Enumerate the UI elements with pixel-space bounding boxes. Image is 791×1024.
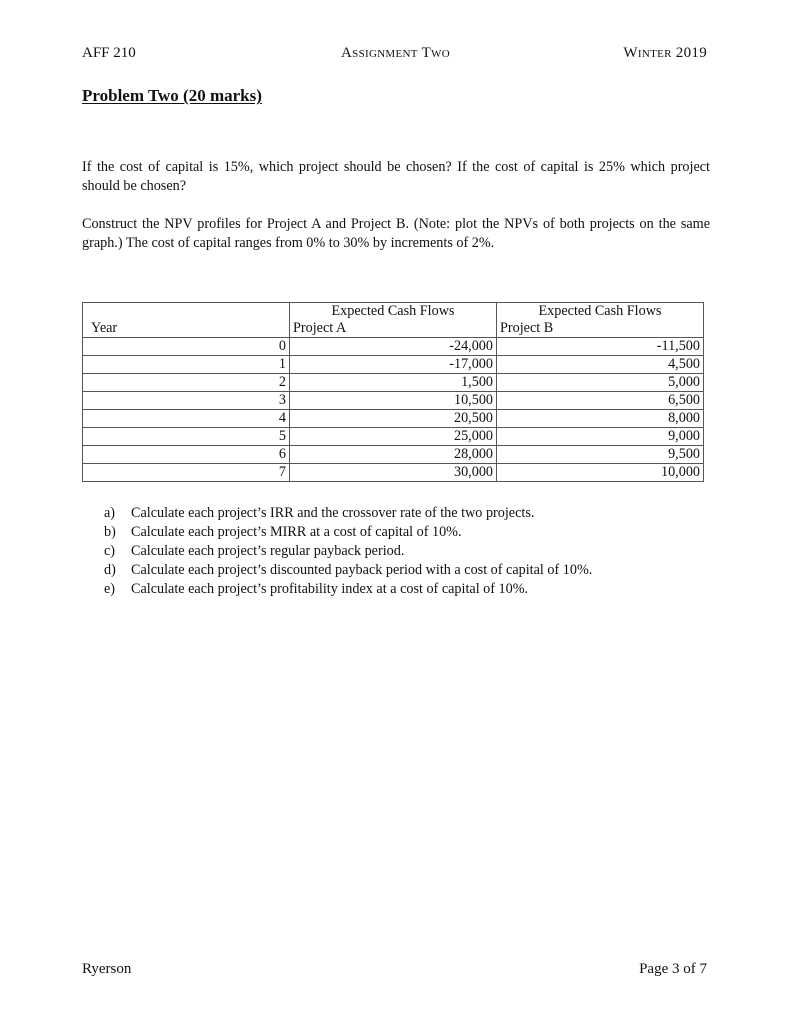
term: Winter 2019 (623, 45, 707, 61)
table-row (83, 410, 704, 428)
cell-project-a: -17,000 (290, 356, 497, 374)
table-column-header-row (83, 320, 704, 338)
cell-year: 1 (83, 356, 290, 374)
question-text: Calculate each project’s discounted payback period with a cost of capital of 10%. (131, 562, 593, 578)
table-row (83, 392, 704, 410)
paragraph-cost-of-capital: If the cost of capital is 15%, which project should be chosen? If the cost of capital is 25% which project should be chosen? (82, 159, 710, 194)
cell-year: 3 (83, 392, 290, 410)
footer-institution: Ryerson (82, 961, 132, 977)
question-label: e) (104, 581, 116, 597)
paragraph-npv-profiles: Construct the NPV profiles for Project A and Project B. (Note: plot the NPVs of both projects on the same graph.) The cost of capital ranges from 0% to 30% by increments of 2%. (82, 216, 710, 251)
cell-project-b: 4,500 (497, 356, 704, 374)
table-row (83, 464, 704, 482)
cell-project-a: 25,000 (290, 428, 497, 446)
list-item (104, 504, 592, 523)
cell-year: 6 (83, 446, 290, 464)
cell-project-a: -24,000 (290, 338, 497, 356)
table-row (83, 338, 704, 356)
question-text: Calculate each project’s regular payback period. (131, 543, 405, 559)
cell-project-a: 28,000 (290, 446, 497, 464)
cell-project-a: 1,500 (290, 374, 497, 392)
cell-project-b: 10,000 (497, 464, 704, 482)
cell-project-b: 9,500 (497, 446, 704, 464)
cell-project-b: -11,500 (497, 338, 704, 356)
table-row (83, 374, 704, 392)
cell-project-b: 8,000 (497, 410, 704, 428)
question-label: d) (104, 562, 116, 578)
cell-year: 2 (83, 374, 290, 392)
col-header-year: Year (83, 320, 290, 338)
problem-title: Problem Two (20 marks) (82, 86, 262, 105)
list-item (104, 580, 592, 599)
course-code: AFF 210 (82, 45, 136, 61)
list-item (104, 542, 592, 561)
assignment-name: Assignment Two (341, 45, 450, 61)
cell-year: 7 (83, 464, 290, 482)
group-header-project-b: Expected Cash Flows (497, 303, 704, 321)
question-list (104, 504, 592, 599)
cash-flow-table (82, 302, 704, 482)
table-row (83, 356, 704, 374)
question-label: b) (104, 524, 116, 540)
cell-project-a: 20,500 (290, 410, 497, 428)
cell-project-b: 9,000 (497, 428, 704, 446)
footer-page-number: Page 3 of 7 (639, 961, 707, 977)
cell-project-a: 10,500 (290, 392, 497, 410)
table-row (83, 446, 704, 464)
question-label: c) (104, 543, 116, 559)
cell-year: 4 (83, 410, 290, 428)
cell-project-b: 6,500 (497, 392, 704, 410)
col-header-project-b: Project B (497, 320, 704, 338)
table-group-header-row (83, 303, 704, 321)
list-item (104, 561, 592, 580)
table-row (83, 428, 704, 446)
cell-project-b: 5,000 (497, 374, 704, 392)
cell-year: 5 (83, 428, 290, 446)
cell-project-a: 30,000 (290, 464, 497, 482)
list-item (104, 523, 592, 542)
col-header-project-a: Project A (290, 320, 497, 338)
question-text: Calculate each project’s profitability index at a cost of capital of 10%. (131, 581, 529, 597)
question-text: Calculate each project’s IRR and the crossover rate of the two projects. (131, 505, 535, 521)
question-label: a) (104, 505, 116, 521)
group-header-project-a: Expected Cash Flows (290, 303, 497, 321)
cell-year: 0 (83, 338, 290, 356)
header-blank-cell (83, 303, 290, 321)
question-text: Calculate each project’s MIRR at a cost of capital of 10%. (131, 524, 462, 540)
